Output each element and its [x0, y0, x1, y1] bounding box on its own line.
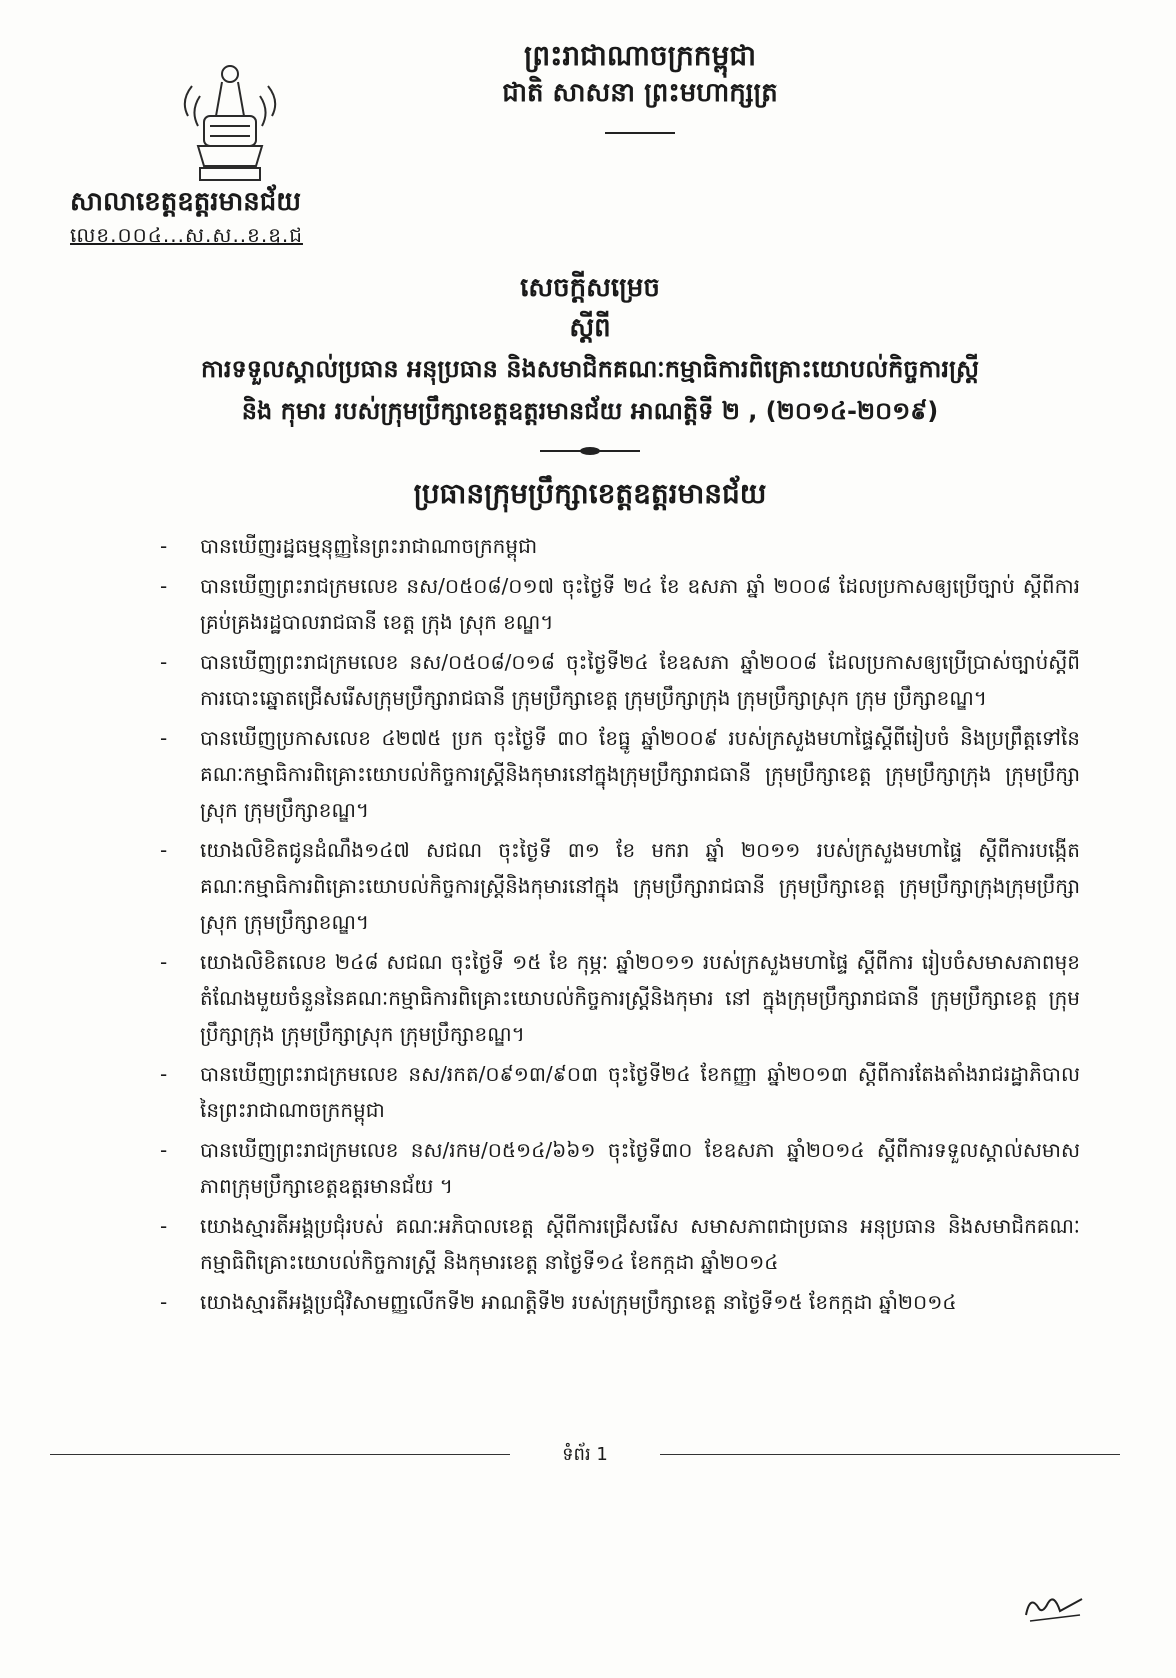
dash-bullet: -	[160, 1290, 168, 1314]
clause-item	[160, 644, 1080, 716]
kingdom-header	[400, 38, 880, 134]
issuing-authority	[70, 184, 390, 250]
dash-bullet: -	[160, 1138, 168, 1162]
clause-item	[160, 568, 1080, 640]
clause-item	[160, 832, 1080, 940]
header-divider	[605, 132, 675, 134]
clause-text: យោងលិខិតលេខ ២៤៨ សជណ ចុះថ្ងៃទី ១៥ ខែ កុម្ភៈ ឆ្នាំ២០១១ របស់ក្រសួងមហាផ្ទៃ ស្តីពីការ រៀបចំសមាសភាពមុខតំណែងមួយចំនួននៃគណៈកម្មាធិការពិគ្រោះយោបល់កិច្ចការស្ត្រីនិងកុមារ នៅ ក្នុងក្រុមប្រឹក្សារាជធានី ក្រុមប្រឹក្សាខេត្ត ក្រុមប្រឹក្សាក្រុង ក្រុមប្រឹក្សាស្រុក ក្រុមប្រឹក្សាខណ្ឌ។	[200, 950, 1080, 1046]
clause-text: យោងស្មារតីអង្គប្រជុំវិសាមញ្ញលើកទី២ អាណត្តិទី២ របស់ក្រុមប្រឹក្សាខេត្ត នាថ្ងៃទី១៥ ខែកក្កដា ឆ្នាំ២០១៤	[200, 1290, 957, 1314]
preamble-clauses	[160, 528, 1080, 1324]
subject-line-2: និង កុមារ របស់ក្រុមប្រឹក្សាខេត្តឧត្តរមានជ័យ អាណត្តិទី ២ , (២០១៤-២០១៩)	[241, 397, 939, 425]
clause-text: បានឃើញព្រះរាជក្រមលេខ នស/រកត/០៩១៣/៩០៣ ចុះថ្ងៃទី២៤ ខែកញ្ញា ឆ្នាំ២០១៣ ស្តីពីការតែងតាំងរាជរដ្ឋាភិបាលនៃព្រះរាជាណាចក្រកម្ពុជា	[200, 1062, 1080, 1122]
dash-bullet: -	[160, 650, 168, 674]
dash-bullet: -	[160, 838, 168, 862]
issuer-title: ប្រធានក្រុមប្រឹក្សាខេត្តឧត្តរមានជ័យ	[413, 477, 767, 510]
concerning-label: ស្តីពី	[569, 313, 611, 343]
authority-name: សាលាខេត្តឧត្តរមានជ័យ	[70, 187, 302, 217]
clause-text: បានឃើញប្រកាសលេខ ៤២៧៥ ប្រក ចុះថ្ងៃទី ៣០ ខែធ្នូ ឆ្នាំ២០០៩ របស់ក្រសួងមហាផ្ទៃស្តីពីរៀបចំ និងប្រព្រឹត្តទៅនៃគណៈកម្មាធិការពិគ្រោះយោបល់កិច្ចការស្ត្រីនិងកុមារនៅក្នុងក្រុមប្រឹក្សារាជធានី ក្រុមប្រឹក្សាខេត្ត ក្រុមប្រឹក្សាក្រុង ក្រុមប្រឹក្សាស្រុក ក្រុមប្រឹក្សាខណ្ឌ។	[200, 726, 1080, 822]
clause-item	[160, 1056, 1080, 1128]
decision-title-block	[80, 268, 1100, 516]
footer-rule-left	[50, 1454, 510, 1455]
clause-item	[160, 528, 1080, 564]
clause-text: បានឃើញរដ្ឋធម្មនុញ្ញនៃព្រះរាជាណាចក្រកម្ពុជា	[200, 534, 538, 558]
page-number: ទំព័រ 1	[562, 1444, 608, 1465]
dash-bullet: -	[160, 726, 168, 750]
clause-item	[160, 1132, 1080, 1204]
decision-heading: សេចក្តីសម្រេច	[520, 273, 660, 303]
kingdom-name: ព្រះរាជាណាចក្រកម្ពុជា	[523, 39, 756, 72]
clause-text: យោងលិខិតជូនដំណឹង១៤៧ សជណ ចុះថ្ងៃទី ៣១ ខែ មករា ឆ្នាំ ២០១១ របស់ក្រសួងមហាផ្ទៃ ស្តីពីការបង្កើតគណៈកម្មាធិការពិគ្រោះយោបល់កិច្ចការស្ត្រីនិងកុមារនៅក្នុង ក្រុមប្រឹក្សារាជធានី ក្រុមប្រឹក្សាខេត្ត ក្រុមប្រឹក្សាក្រុងក្រុមប្រឹក្សាស្រុក ក្រុមប្រឹក្សាខណ្ឌ។	[200, 838, 1080, 934]
dash-bullet: -	[160, 534, 168, 558]
clause-item	[160, 1208, 1080, 1280]
subject-line-1: ការទទួលស្គាល់ប្រធាន អនុប្រធាន និងសមាជិកគណៈកម្មាធិការពិគ្រោះយោបល់កិច្ចការស្ត្រី	[200, 355, 980, 383]
dash-bullet: -	[160, 950, 168, 974]
dash-bullet: -	[160, 1214, 168, 1238]
clause-item	[160, 944, 1080, 1052]
clause-text: យោងស្មារតីអង្គប្រជុំរបស់ គណៈអភិបាលខេត្ត ស្តីពីការជ្រើសរើស សមាសភាពជាប្រធាន អនុប្រធាន និងសមាជិកគណៈកម្មាធិពិគ្រោះយោបល់កិច្ចការស្ត្រី និងកុមារខេត្ត នាថ្ងៃទី១៤ ខែកក្កដា ឆ្នាំ២០១៤	[200, 1214, 1080, 1274]
clause-text: បានឃើញព្រះរាជក្រមលេខ នស/០៥០៨/០១៧ ចុះថ្ងៃទី ២៤ ខែ ឧសភា ឆ្នាំ ២០០៨ ដែលប្រកាសឲ្យប្រើច្បាប់ ស្តីពីការគ្រប់គ្រងរដ្ឋបាលរាជធានី ខេត្ត ក្រុង ស្រុក ខណ្ឌ។	[200, 574, 1080, 634]
national-motto: ជាតិ សាសនា ព្រះមហាក្សត្រ	[502, 78, 778, 108]
dash-bullet: -	[160, 574, 168, 598]
royal-emblem-seal	[170, 56, 290, 186]
clause-text: បានឃើញព្រះរាជក្រមលេខ នស/០៥០៨/០១៨ ចុះថ្ងៃទី២៤ ខែឧសភា ឆ្នាំ២០០៨ ដែលប្រកាសឲ្យប្រើប្រាស់ច្បាប់ស្តីពីការបោះឆ្នោតជ្រើសរើសក្រុមប្រឹក្សារាជធានី ក្រុមប្រឹក្សាខេត្ត ក្រុមប្រឹក្សាក្រុង ក្រុមប្រឹក្សាស្រុក ក្រុម ប្រឹក្សាខណ្ឌ។	[200, 650, 1080, 710]
clause-text: បានឃើញព្រះរាជក្រមលេខ នស/រកម/០៥១៤/៦៦១ ចុះថ្ងៃទី៣០ ខែឧសភា ឆ្នាំ២០១៤ ស្តីពីការទទួលស្គាល់សមាសភាពក្រុមប្រឹក្សាខេត្តឧត្តរមានជ័យ ។	[200, 1138, 1080, 1198]
handwritten-initials	[1020, 1585, 1090, 1625]
footer-rule-right	[660, 1454, 1120, 1455]
ornament-divider	[540, 450, 640, 452]
page-footer	[50, 1440, 1120, 1470]
dash-bullet: -	[160, 1062, 168, 1086]
reference-number: លេខ.០០៤...ស.ស..ខ.ឧ.ជ	[70, 223, 303, 247]
clause-item	[160, 1284, 1080, 1320]
clause-item	[160, 720, 1080, 828]
